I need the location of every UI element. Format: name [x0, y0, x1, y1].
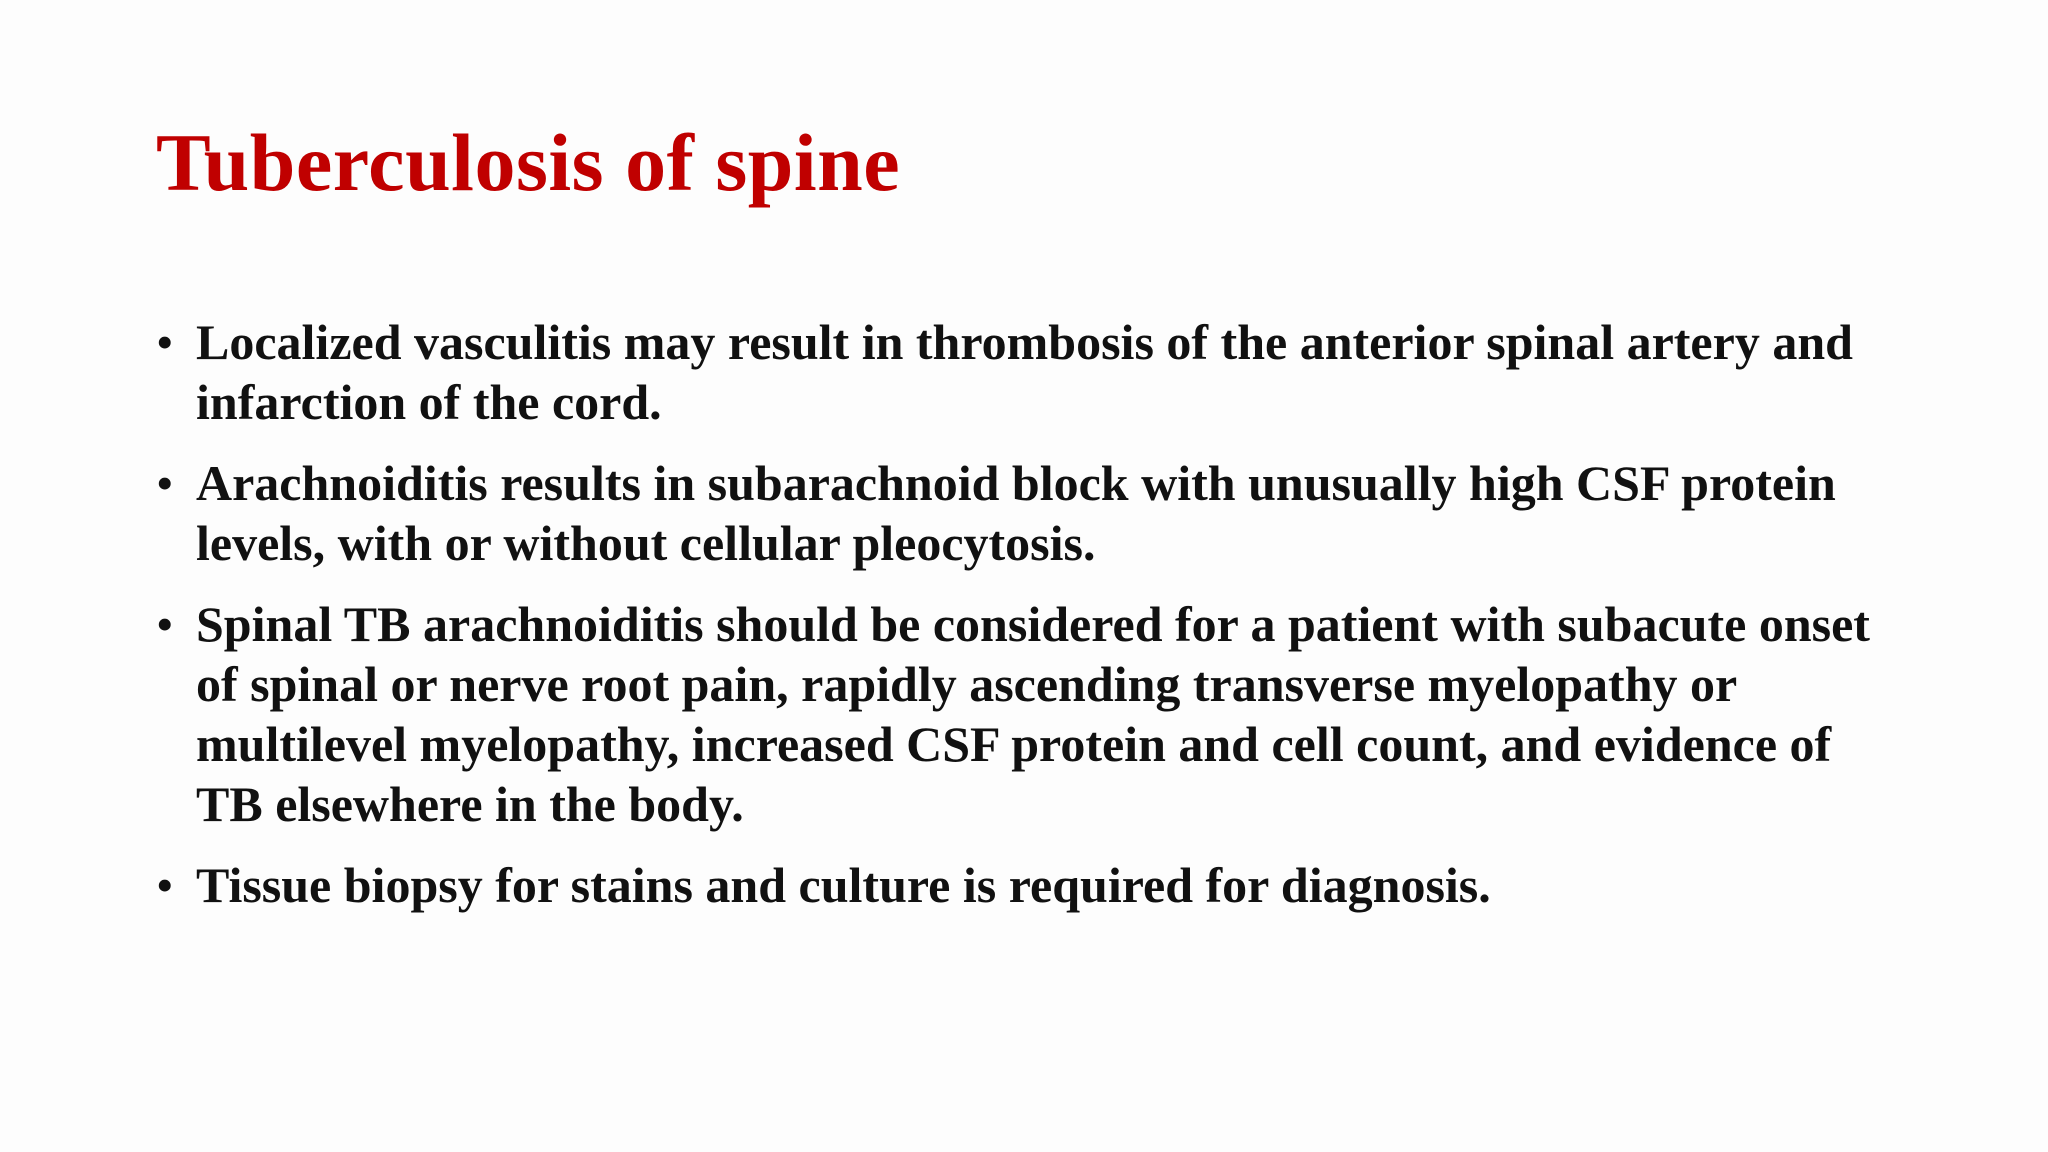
slide-title: Tuberculosis of spine — [156, 117, 901, 208]
bullet-text: Arachnoiditis results in subarachnoid block with unusually high CSF protein levels, with or without cellular pleocytosis. — [196, 455, 1836, 571]
bullet-icon: • — [156, 455, 174, 511]
bullet-icon: • — [156, 857, 174, 913]
bullet-text: Tissue biopsy for stains and culture is required for diagnosis. — [196, 857, 1491, 913]
bullet-text: Spinal TB arachnoiditis should be considered for a patient with subacute onset of spinal or nerve root pain, rapidly ascending transverse myelopathy or multilevel myelopathy, increased CSF protein and cell count, and evidence of TB elsewhere in the body. — [196, 596, 1870, 832]
bullet-item — [156, 594, 1896, 834]
bullet-text: Localized vasculitis may result in thrombosis of the anterior spinal artery and infarction of the cord. — [196, 314, 1853, 430]
bullet-icon: • — [156, 314, 174, 370]
bullet-list — [156, 312, 1896, 936]
bullet-item — [156, 453, 1896, 573]
bullet-item — [156, 312, 1896, 432]
bullet-icon: • — [156, 596, 174, 652]
bullet-item — [156, 855, 1896, 915]
